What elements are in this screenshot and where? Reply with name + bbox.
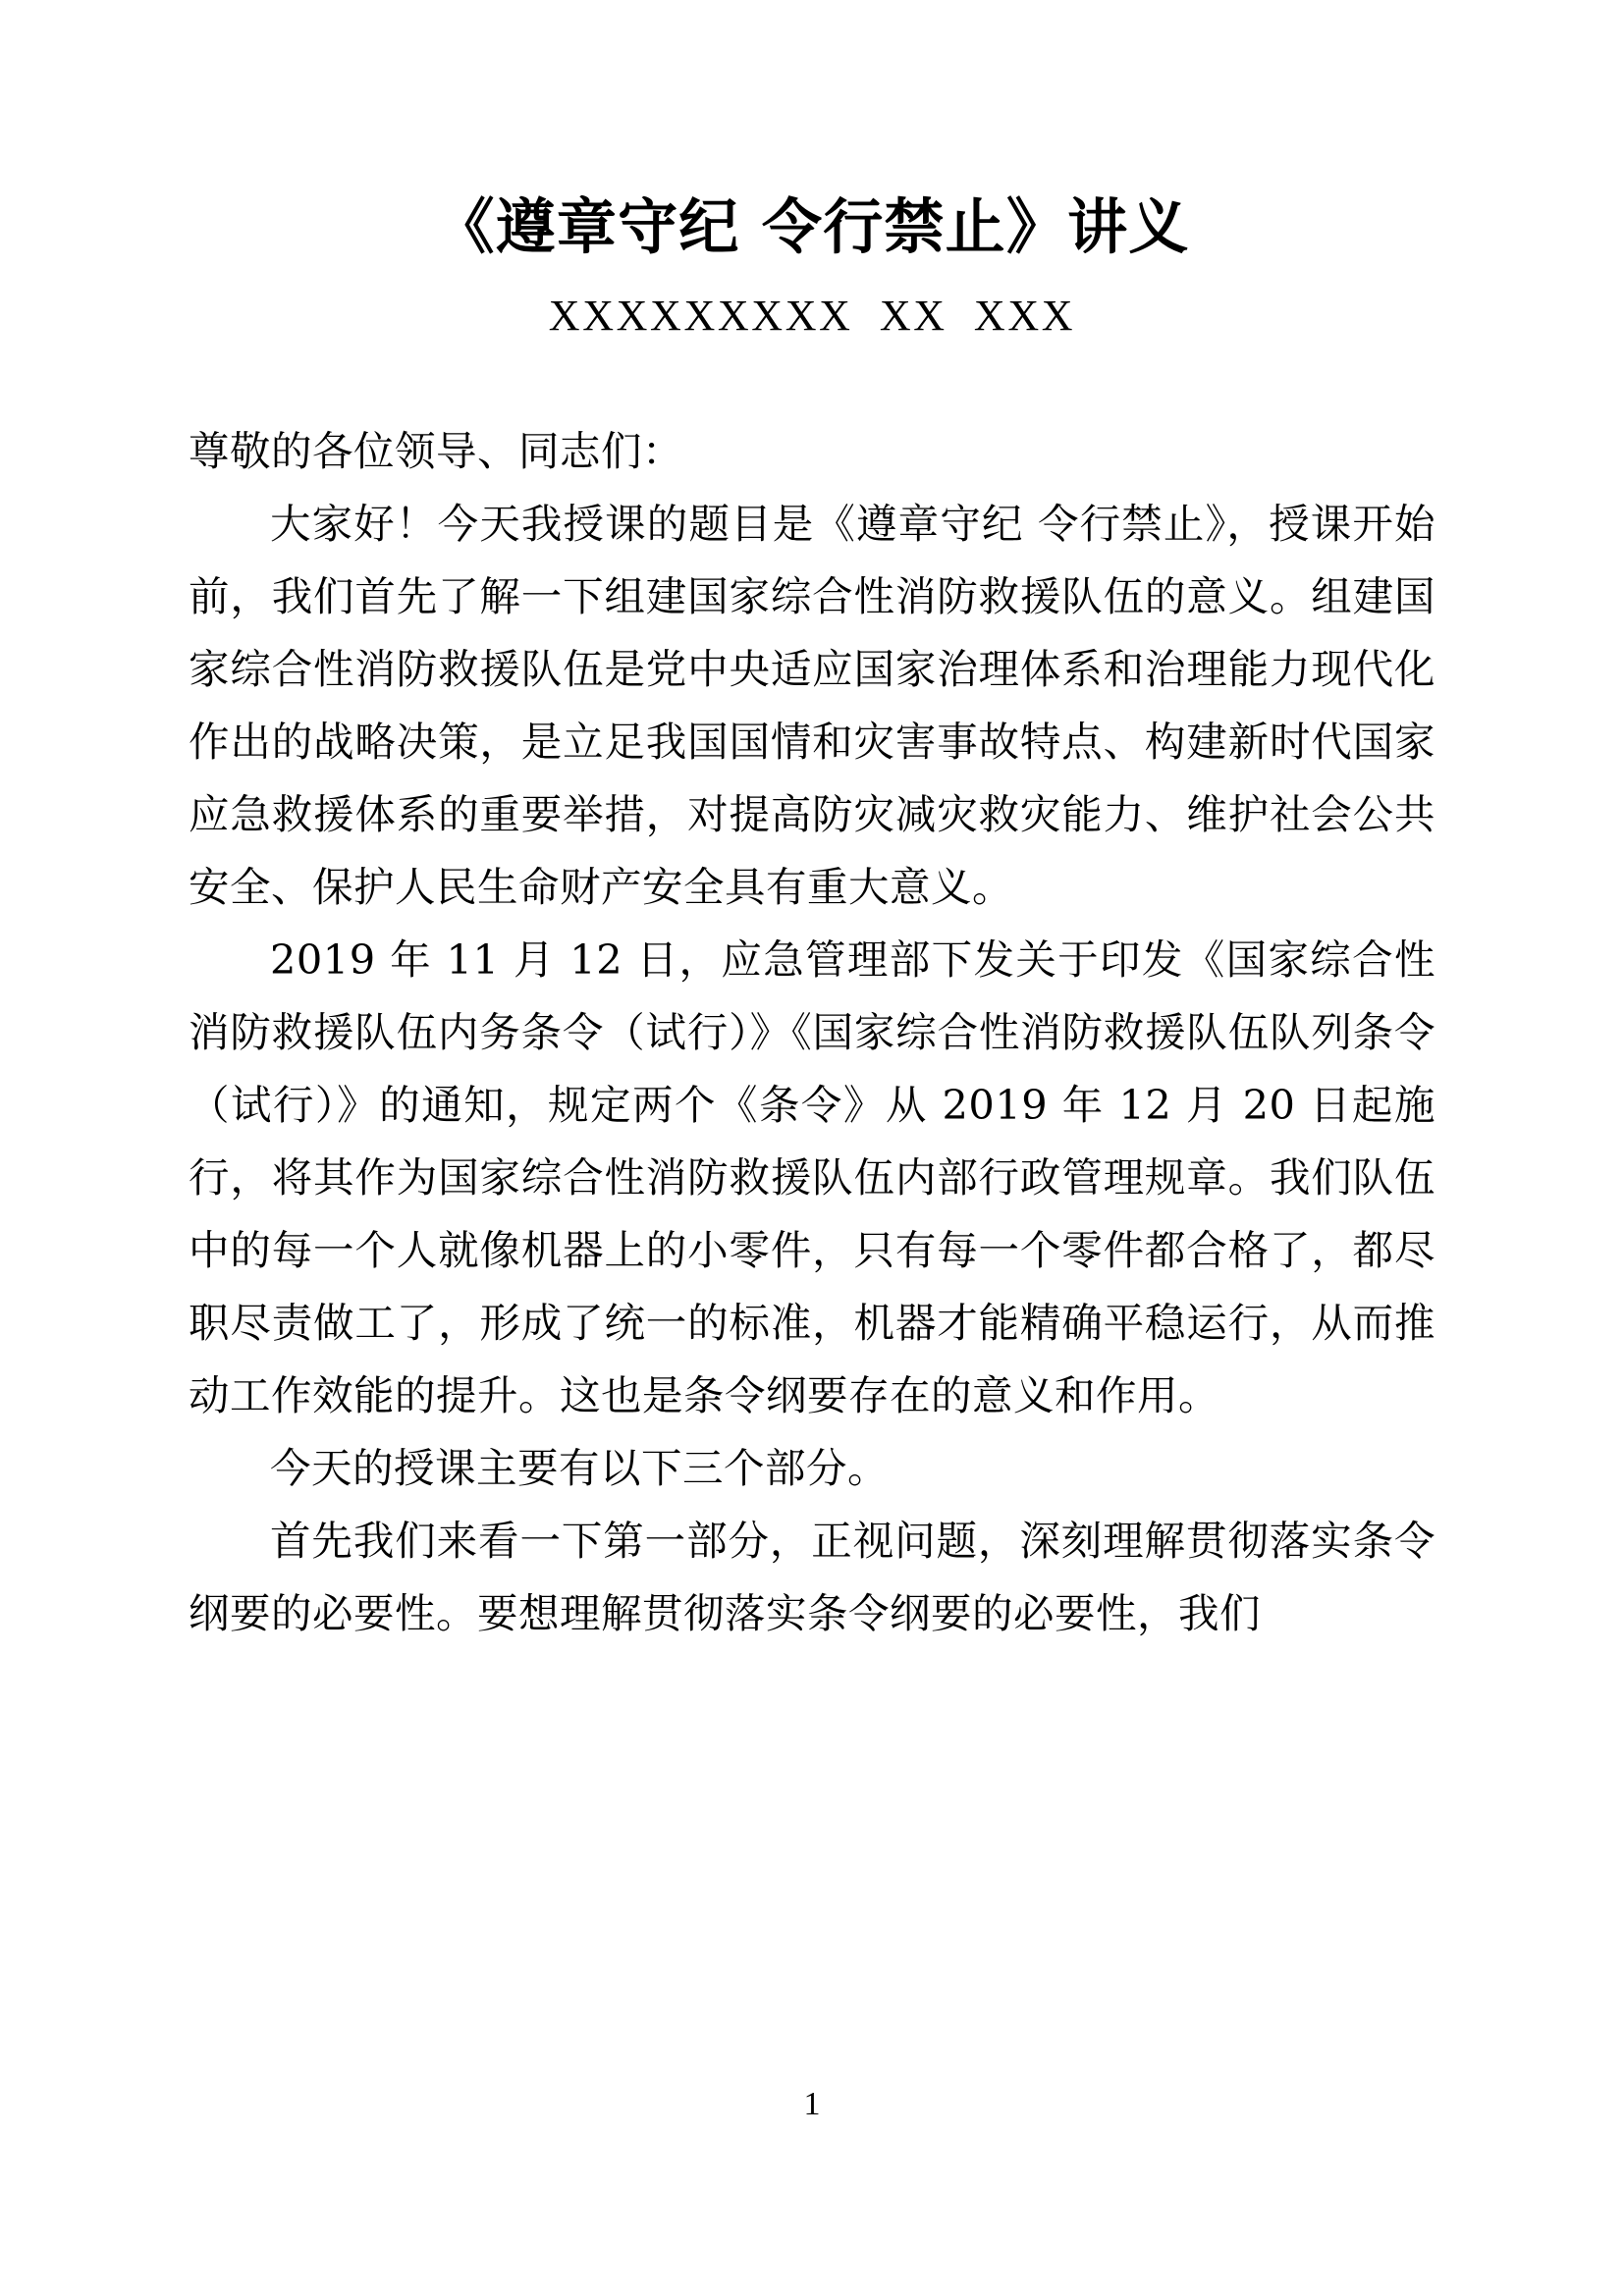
page-number: 1 <box>803 2086 821 2122</box>
paragraph-opening: 大家好！今天我授课的题目是《遵章守纪 令行禁止》，授课开始前，我们首先了解一下组建国家综合性消防救援队伍的意义。组建国家综合性消防救援队伍是党中央适应国家治理体系和治理能力现代化作出的战略决策，是立足我国国情和灾害事故特点、构建新时代国家应急救援体系的重要举措，对提高防灾减灾救灾能力、维护社会公共安全、保护人民生命财产安全具有重大意义。 <box>189 499 1435 911</box>
paragraph-regulations: 2019 年 11 月 12 日，应急管理部下发关于印发《国家综合性消防救援队伍内务条令（试行）》《国家综合性消防救援队伍队列条令（试行）》的通知，规定两个《条令》从 2019 年 12 月 20 日起施行，将其作为国家综合性消防救援队伍内部行政管理规章。我们队伍中的每一个人就像机器上的小零件，只有每一个零件都合格了，都尽职尽责做工了，形成了统一的标准，机器才能精确平稳运行，从而推动工作效能的提升。这也是条令纲要存在的意义和作用。 <box>189 934 1435 1419</box>
paragraph-outline: 今天的授课主要有以下三个部分。 <box>270 1443 889 1492</box>
paragraph-salutation: 尊敬的各位领导、同志们： <box>189 426 683 475</box>
page-content <box>189 0 1435 2296</box>
title-block <box>189 0 1435 343</box>
paragraph-part-one: 首先我们来看一下第一部分，正视问题，深刻理解贯彻落实条令纲要的必要性。要想理解贯彻落实条令纲要的必要性，我们 <box>189 1516 1435 1637</box>
document-subtitle: XXXXXXXXX XX XXX <box>548 291 1076 340</box>
document-title: 《遵章守纪 令行禁止》讲义 <box>434 192 1190 262</box>
document-body <box>189 415 1435 1650</box>
